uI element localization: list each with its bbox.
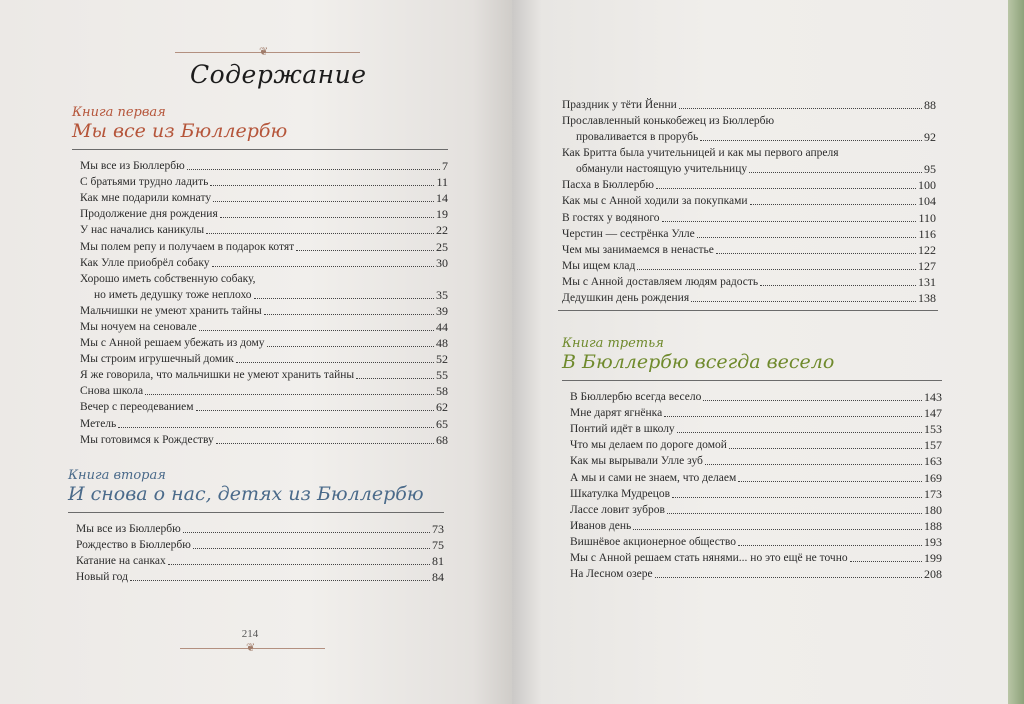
toc-leader-dots: [750, 204, 916, 205]
toc-entry-page: 157: [924, 438, 942, 453]
toc-entry-page: 84: [432, 570, 444, 585]
toc-entry-title: Пасха в Бюллербю: [562, 179, 654, 192]
toc-leader-dots: [254, 298, 434, 299]
toc-entry: [80, 175, 448, 189]
toc-entry-title: Мы ищем клад: [562, 259, 636, 272]
toc-entry: [570, 487, 942, 501]
toc-entry: [80, 159, 448, 173]
toc-leader-dots: [196, 410, 434, 411]
toc-entry: [80, 320, 448, 334]
toc-entry-page: 88: [924, 98, 936, 112]
toc-leader-dots: [213, 201, 434, 202]
toc-entry: [562, 291, 936, 305]
toc-entry: [80, 223, 448, 237]
toc-entry: [80, 256, 448, 270]
toc-entry: [80, 417, 448, 431]
toc-entry-title: Метель: [80, 417, 117, 430]
toc-entry: [562, 98, 936, 112]
toc-entry-title: Мне дарят ягнёнка: [570, 407, 663, 420]
toc-entry: [570, 535, 942, 549]
toc-entry: [80, 207, 448, 221]
toc-entry-title: Прославленный конькобежец из Бюллербю: [562, 115, 775, 128]
toc-leader-dots: [760, 285, 916, 286]
toc-entry-title: Как мы с Анной ходили за покупками: [562, 195, 748, 208]
toc-entry-title: Шкатулка Мудрецов: [570, 487, 671, 500]
toc-entry-page: 22: [436, 223, 448, 238]
toc-leader-dots: [700, 140, 922, 141]
toc-entry: [76, 538, 444, 552]
toc-entry-page: 35: [436, 287, 448, 302]
toc-leader-dots: [267, 346, 434, 347]
toc-entry-title: Мы полем репу и получаем в подарок котят: [80, 240, 295, 253]
toc-leader-dots: [145, 394, 434, 395]
toc-entry: [562, 211, 936, 225]
toc-entry: [80, 384, 448, 398]
toc-entry-page: 14: [436, 191, 448, 206]
toc-entry-title: Дедушкин день рождения: [562, 292, 690, 304]
toc-entry-page: 193: [924, 534, 942, 549]
toc-leader-dots: [637, 269, 916, 270]
book-label: Книга третья: [562, 336, 664, 351]
toc-entry-page: 104: [918, 194, 936, 209]
toc-entry-page: 110: [918, 210, 936, 225]
toc-leader-dots: [356, 378, 434, 379]
toc-entry: [80, 352, 448, 366]
toc-entry-page: 199: [924, 551, 942, 565]
toc-entry-title: Как Улле приобрёл собаку: [80, 256, 210, 269]
toc-entry: [80, 433, 448, 447]
toc-entry-title: Хорошо иметь собственную собаку,: [80, 272, 256, 285]
toc-entry-title: Мы все из Бюллербю: [76, 523, 181, 535]
toc-leader-dots: [850, 561, 922, 562]
toc-entry-page: 25: [436, 239, 448, 254]
toc-leader-dots: [193, 548, 430, 549]
book-title: И снова о нас, детях из Бюллербю: [68, 483, 424, 505]
contents-heading: Содержание: [190, 60, 367, 89]
toc-entry-page: 39: [436, 303, 448, 318]
toc-leader-dots: [655, 577, 922, 578]
toc-entry-title: Катание на санках: [76, 555, 166, 568]
toc-entry-title: С братьями трудно ладить: [80, 176, 209, 189]
toc-leader-dots: [199, 330, 434, 331]
toc-entry: [80, 400, 448, 414]
book-title-rule: [562, 380, 942, 381]
toc-entry-page: 95: [924, 162, 936, 177]
toc-entry: [576, 130, 936, 144]
toc-entry: [570, 519, 942, 533]
top-ornament-icon: ❦: [259, 46, 269, 58]
toc-entry-page: 180: [924, 502, 942, 517]
toc-entry: [562, 194, 936, 208]
background-edge: [1008, 0, 1024, 704]
toc-entry-title: Мы все из Бюллербю: [80, 160, 185, 172]
toc-entry-title: Я же говорила, что мальчишки не умеют хранить тайны: [80, 369, 355, 382]
toc-entry: [570, 567, 942, 581]
toc-leader-dots: [264, 314, 434, 315]
book-title: В Бюллербю всегда весело: [562, 351, 835, 373]
toc-leader-dots: [183, 532, 430, 533]
toc-leader-dots: [118, 427, 434, 428]
toc-entry: [562, 243, 936, 257]
toc-entry-title: обманули настоящую учительницу: [576, 163, 748, 176]
toc-entry-page: 138: [918, 291, 936, 305]
toc-entry-page: 68: [436, 432, 448, 447]
book-title: Мы все из Бюллербю: [72, 120, 288, 142]
toc-entry-title: проваливается в прорубь: [576, 131, 699, 144]
bottom-ornament-icon: ❦: [246, 642, 256, 654]
toc-entry: [80, 240, 448, 254]
toc-entry-page: 173: [924, 486, 942, 501]
toc-leader-dots: [667, 513, 922, 514]
toc-entry: [80, 191, 448, 205]
toc-entry-title: Мы с Анной доставляем людям радость: [562, 275, 759, 288]
toc-entry: [570, 471, 942, 485]
toc-entry-page: 65: [436, 416, 448, 431]
toc-entry-title: Праздник у тёти Йенни: [562, 99, 677, 111]
toc-entry-page: 7: [442, 159, 448, 173]
toc-entry-title: Иванов день: [570, 519, 632, 532]
toc-leader-dots: [206, 233, 434, 234]
toc-entry-title: Понтий идёт в школу: [570, 423, 675, 436]
toc-entry: [76, 570, 444, 584]
toc-entry-page: 116: [918, 226, 936, 241]
toc-leader-dots: [697, 237, 917, 238]
toc-entry-page: 73: [432, 522, 444, 536]
toc-leader-dots: [212, 266, 435, 267]
toc-entry-page: 44: [436, 319, 448, 334]
toc-leader-dots: [691, 301, 916, 302]
toc-entry-title: Новый год: [76, 571, 128, 584]
toc-entry-page: 122: [918, 242, 936, 257]
toc-entry-page: 143: [924, 390, 942, 404]
toc-leader-dots: [633, 529, 922, 530]
toc-entry: [562, 275, 936, 289]
toc-entry: [94, 288, 448, 302]
toc-leader-dots: [187, 169, 440, 170]
toc-entry: [80, 368, 448, 382]
toc-entry-title: В Бюллербю всегда весело: [570, 391, 702, 403]
toc-entry-title: Что мы делаем по дороге домой: [570, 439, 727, 452]
toc-entry: [80, 336, 448, 350]
toc-entry-title: Вечер с переодеванием: [80, 401, 194, 414]
toc-entry: [570, 390, 942, 404]
toc-entry-title: но иметь дедушку тоже неплохо: [94, 288, 252, 301]
toc-entry-title: Мы с Анной решаем стать нянями... но это ещё не точно: [570, 552, 848, 564]
toc-leader-dots: [672, 497, 922, 498]
toc-leader-dots: [738, 481, 922, 482]
toc-entry: [80, 304, 448, 318]
toc-entry: [562, 259, 936, 273]
toc-entry-title: Снова школа: [80, 385, 144, 398]
toc-entry-page: 147: [924, 406, 942, 421]
toc-entry-page: 81: [432, 554, 444, 569]
toc-leader-dots: [656, 188, 916, 189]
toc-entry: [570, 454, 942, 468]
book-label: Книга вторая: [68, 468, 166, 483]
toc-entry-page: 11: [436, 175, 448, 190]
toc-entry-page: 48: [436, 336, 448, 350]
toc-leader-dots: [220, 217, 434, 218]
toc-entry-title: Как мы вырывали Улле зуб: [570, 455, 703, 468]
toc-entry-title: Рождество в Бюллербю: [76, 539, 191, 552]
toc-entry-title: Мальчишки не умеют хранить тайны: [80, 304, 262, 317]
page-number: 214: [241, 628, 259, 640]
toc-entry-page: 169: [924, 470, 942, 485]
toc-entry-page: 58: [436, 384, 448, 399]
toc-entry-title: Как мне подарили комнату: [80, 192, 212, 205]
toc-entry-page: 188: [924, 518, 942, 533]
book-title-rule: [68, 512, 444, 513]
toc-entry-title: Лассе ловит зубров: [570, 503, 665, 516]
toc-entry-title: На Лесном озере: [570, 568, 653, 581]
toc-entry-title: Мы готовимся к Рождеству: [80, 433, 214, 446]
toc-entry: [76, 554, 444, 568]
toc-leader-dots: [716, 253, 916, 254]
toc-leader-dots: [216, 443, 434, 444]
toc-entry: [562, 227, 936, 241]
toc-entry-title: У нас начались каникулы: [80, 224, 205, 237]
toc-leader-dots: [705, 464, 922, 465]
toc-entry-page: 163: [924, 454, 942, 469]
toc-entry-page: 55: [436, 368, 448, 383]
toc-entry-page: 92: [924, 130, 936, 145]
toc-leader-dots: [749, 172, 922, 173]
toc-entry-title: В гостях у водяного: [562, 211, 660, 224]
toc-leader-dots: [168, 564, 430, 565]
toc-leader-dots: [729, 448, 922, 449]
toc-entry-title: Мы ночуем на сеновале: [80, 320, 197, 333]
toc-entry-page: 100: [918, 178, 936, 193]
toc-entry-title: Как Бритта была учительницей и как мы первого апреля: [562, 147, 839, 160]
toc-entry: [570, 406, 942, 420]
toc-entry: [562, 178, 936, 192]
toc-leader-dots: [130, 580, 430, 581]
toc-entry-title: Продолжение дня рождения: [80, 208, 218, 221]
toc-entry-title: Вишнёвое акционерное общество: [570, 535, 737, 548]
toc-leader-dots: [296, 250, 434, 251]
toc-leader-dots: [677, 432, 922, 433]
toc-entry-page: 208: [924, 567, 942, 582]
toc-entry-page: 30: [436, 255, 448, 270]
toc-entry: [570, 438, 942, 452]
toc-entry-page: 153: [924, 422, 942, 437]
toc-entry: [570, 422, 942, 436]
toc-leader-dots: [662, 221, 917, 222]
book-title-rule: [72, 149, 448, 150]
toc-entry-page: 131: [918, 274, 936, 289]
book-label: Книга первая: [72, 105, 166, 120]
toc-leader-dots: [703, 400, 922, 401]
toc-entry-title: Мы строим игрушечный домик: [80, 353, 234, 366]
toc-entry-page: 127: [918, 258, 936, 273]
toc-leader-dots: [679, 108, 922, 109]
section-rule: [558, 310, 938, 311]
toc-entry-title: Мы с Анной решаем убежать из дому: [80, 337, 265, 349]
toc-leader-dots: [210, 185, 434, 186]
toc-leader-dots: [738, 545, 922, 546]
toc-leader-dots: [664, 416, 922, 417]
toc-entry-title: Черстин — сестрёнка Улле: [562, 227, 695, 240]
toc-entry: [76, 522, 444, 536]
toc-entry: [570, 551, 942, 565]
toc-leader-dots: [236, 362, 434, 363]
toc-entry: [576, 162, 936, 176]
toc-entry-page: 75: [432, 538, 444, 553]
toc-entry-page: 52: [436, 352, 448, 367]
toc-entry-title: Чем мы занимаемся в ненастье: [562, 243, 714, 256]
toc-entry-page: 62: [436, 400, 448, 415]
toc-entry-page: 19: [436, 207, 448, 222]
toc-entry-title: А мы и сами не знаем, что делаем: [570, 471, 737, 484]
toc-entry: [570, 503, 942, 517]
